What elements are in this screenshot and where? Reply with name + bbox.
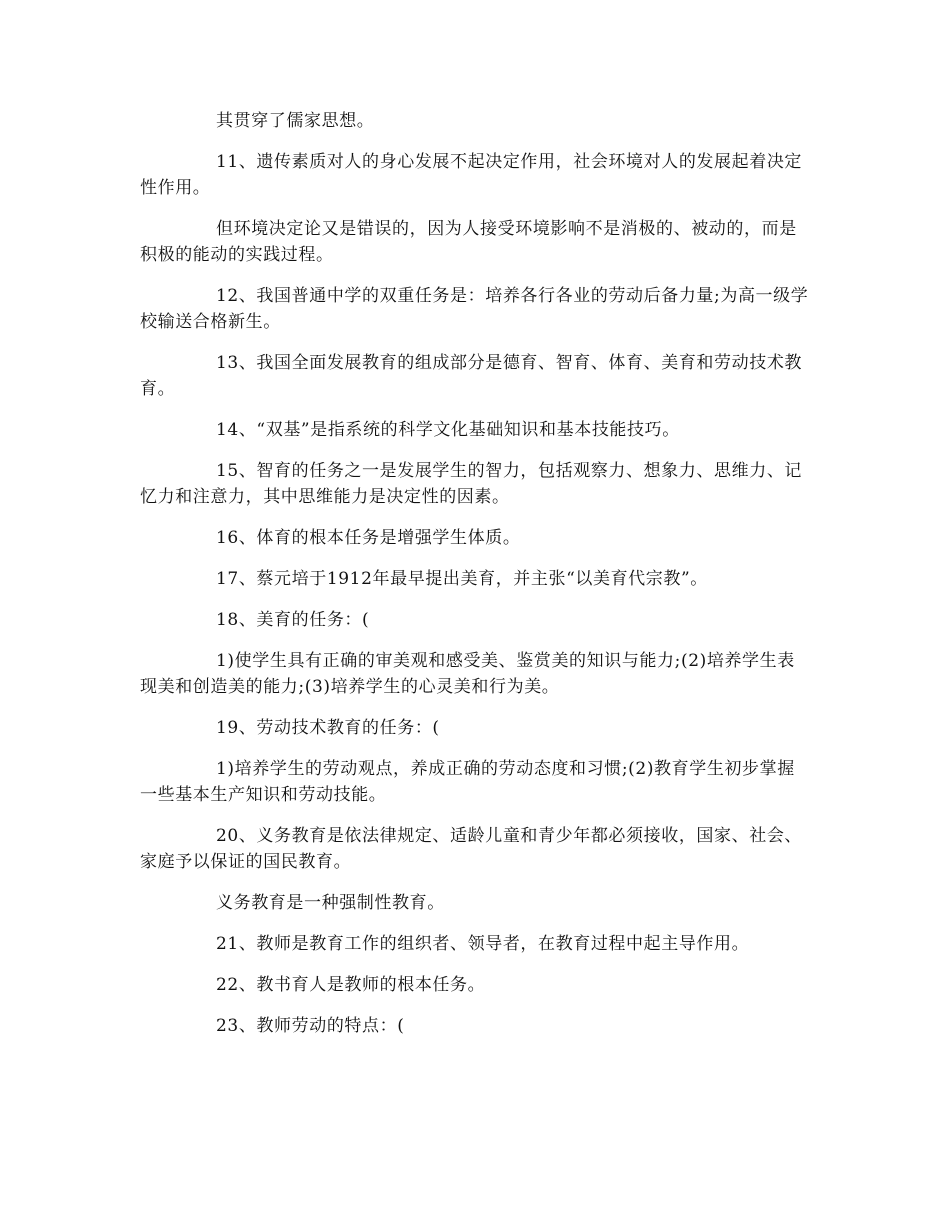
paragraph: 16、体育的根本任务是增强学生体质。 — [216, 528, 521, 548]
paragraph: 11、遗传素质对人的身心发展不起决定作用，社会环境对人的发展起着决定性作用。 — [140, 152, 803, 198]
paragraph: 17、蔡元培于1912年最早提出美育，并主张“以美育代宗教”。 — [216, 569, 708, 589]
document-body — [140, 108, 812, 1054]
paragraph: 19、劳动技术教育的任务：( — [216, 718, 440, 738]
paragraph: 22、教书育人是教师的根本任务。 — [216, 975, 486, 995]
paragraph: 12、我国普通中学的双重任务是：培养各行各业的劳动后备力量;为高一级学校输送合格新生。 — [140, 286, 809, 332]
paragraph: 20、义务教育是依法律规定、适龄儿童和青少年都必须接收，国家、社会、家庭予以保证的国民教育。 — [140, 826, 803, 872]
paragraph: 23、教师劳动的特点：( — [216, 1016, 405, 1036]
paragraph: 21、教师是教育工作的组织者、领导者，在教育过程中起主导作用。 — [216, 934, 750, 954]
paragraph: 13、我国全面发展教育的组成部分是德育、智育、体育、美育和劳动技术教育。 — [140, 353, 803, 399]
paragraph: 15、智育的任务之一是发展学生的智力，包括观察力、想象力、思维力、记忆力和注意力，其中思维能力是决定性的因素。 — [140, 461, 803, 507]
paragraph: 其贯穿了儒家思想。 — [216, 111, 375, 131]
paragraph: 14、“双基”是指系统的科学文化基础知识和基本技能技巧。 — [216, 420, 680, 440]
paragraph: 1)培养学生的劳动观点，养成正确的劳动态度和习惯;(2)教育学生初步掌握一些基本生产知识和劳动技能。 — [140, 759, 795, 805]
paragraph: 义务教育是一种强制性教育。 — [216, 893, 445, 913]
paragraph: 但环境决定论又是错误的，因为人接受环境影响不是消极的、被动的，而是积极的能动的实践过程。 — [140, 219, 797, 265]
paragraph: 1)使学生具有正确的审美观和感受美、鉴赏美的知识与能力;(2)培养学生表现美和创造美的能力;(3)培养学生的心灵美和行为美。 — [140, 651, 795, 697]
paragraph: 18、美育的任务：( — [216, 610, 370, 630]
